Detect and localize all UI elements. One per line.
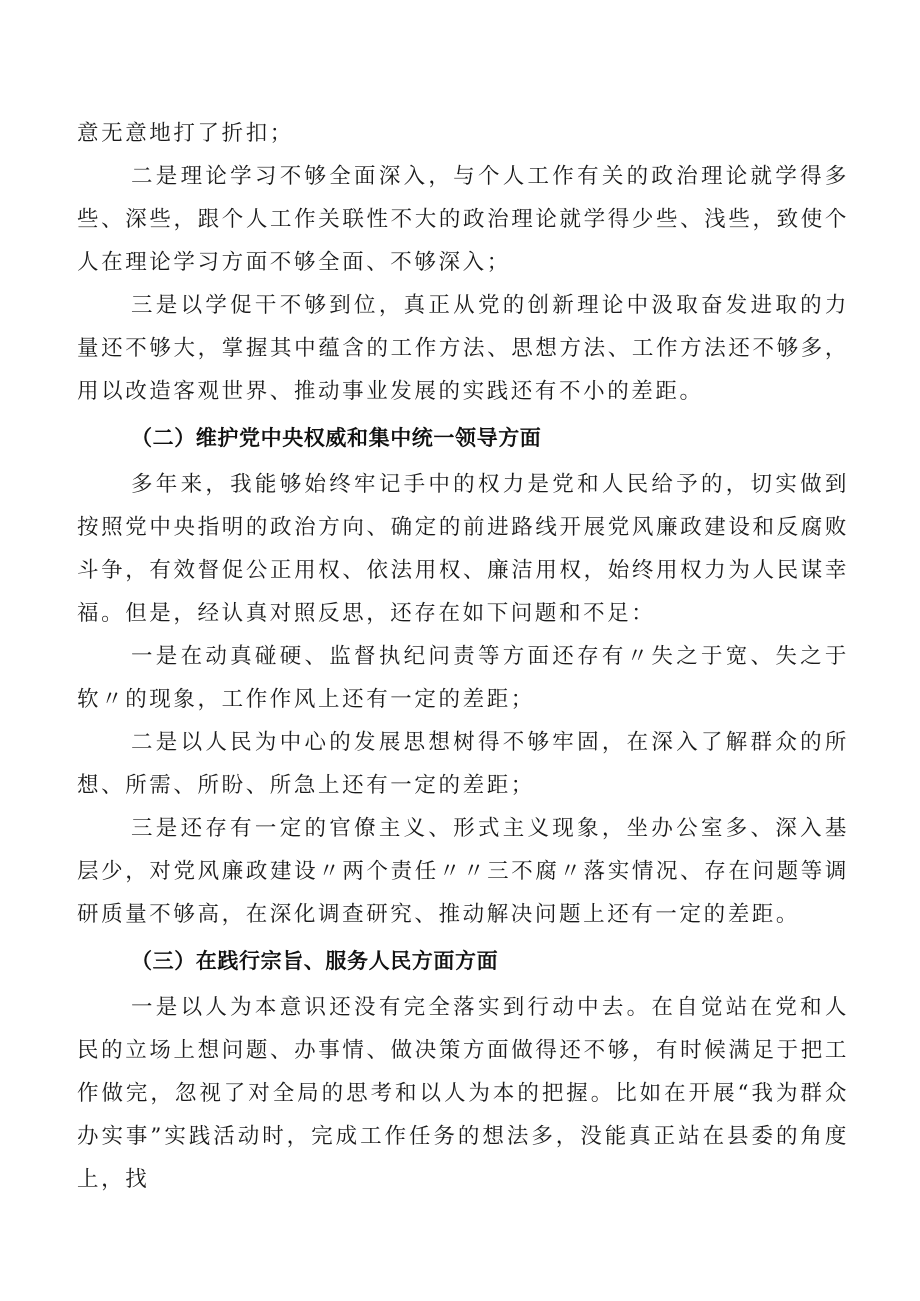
paragraph-continuation: 意无意地打了折扣；: [77, 121, 294, 146]
paragraph-learning-practice: 三是以学促干不够到位，真正从党的创新理论中汲取奋发进取的力量还不够大，掌握其中蕴含的工作方法、思想方法、工作方法还不够多，用以改造客观世界、推动事业发展的实践还有不小的差距。: [77, 293, 849, 404]
section-heading-2: （二）维护党中央权威和集中统一领导方面: [131, 426, 542, 450]
section-heading-3: （三）在践行宗旨、服务人民方面方面: [131, 949, 499, 973]
paragraph-people-centered: 二是以人民为中心的发展思想树得不够牢固，在深入了解群众的所想、所需、所盼、所急上还有一定的差距；: [77, 730, 849, 798]
paragraph-theory-study: 二是理论学习不够全面深入，与个人工作有关的政治理论就学得多些、深些，跟个人工作关联性不大的政治理论就学得少些、浅些，致使个人在理论学习方面不够全面、不够深入；: [77, 164, 849, 275]
paragraph-power-awareness: 多年来，我能够始终牢记手中的权力是党和人民给予的，切实做到按照党中央指明的政治方向、确定的前进路线开展党风廉政建设和反腐败斗争，有效督促公正用权、依法用权、廉洁用权，始终用权力为人民谋幸福。但是，经认真对照反思，还存在如下问题和不足：: [77, 472, 849, 626]
document-body: [77, 112, 849, 1201]
paragraph-bureaucratism: 三是还存有一定的官僚主义、形式主义现象，坐办公室多、深入基层少，对党风廉政建设〃两个责任〃〃三不腐〃落实情况、存在问题等调研质量不够高，在深化调查研究、推动解决问题上还有一定的差距。: [77, 816, 849, 927]
paragraph-supervision: 一是在动真碰硬、监督执纪问责等方面还存有〃失之于宽、失之于软〃的现象，工作作风上还有一定的差距；: [77, 644, 849, 712]
paragraph-people-oriented: 一是以人为本意识还没有完全落实到行动中去。在自觉站在党和人民的立场上想问题、办事情、做决策方面做得还不够，有时候满足于把工作做完，忽视了对全局的思考和以人为本的把握。比如在开展“我为群众办实事”实践活动时，完成工作任务的想法多，没能真正站在县委的角度上，找: [77, 995, 849, 1192]
